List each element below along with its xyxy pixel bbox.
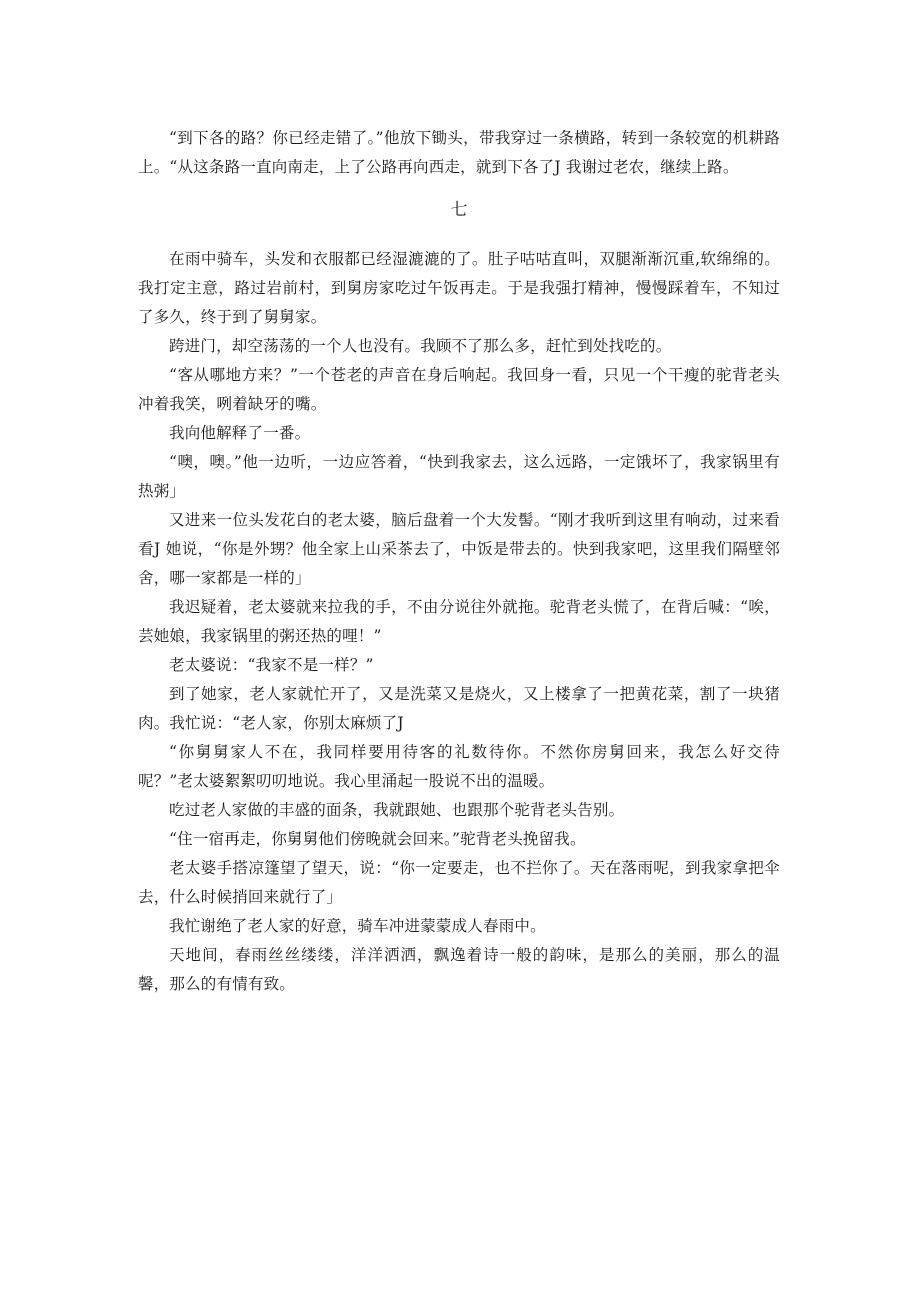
paragraph: “你舅舅家人不在，我同样要用待客的礼数待你。不然你房舅回来，我怎么好交待呢？”老太婆絮絮叨叨地说。我心里涌起一股说不出的温暖。 [138,743,780,790]
paragraph: 老太婆手搭凉篷望了望天，说：“你一定要走，也不拦你了。天在落雨呢，到我家拿把伞去，什么时候捎回来就行了」 [138,859,780,906]
paragraph: 天地间，春雨丝丝缕缕，洋洋洒洒，飘逸着诗一般的韵味，是那么的美丽，那么的温馨，那么的有情有致。 [138,946,780,993]
section-number: 七 [450,200,468,220]
paragraph: 我忙谢绝了老人家的好意，骑车冲进蒙蒙成人春雨中。 [169,917,546,935]
paragraph: 跨进门，却空荡荡的一个人也没有。我顾不了那么多，赶忙到处找吃的。 [169,337,672,355]
paragraph: 到了她家，老人家就忙开了，又是洗菜又是烧火，又上楼拿了一把黄花菜，割了一块猪肉。我忙说：“老人家，你别太麻烦了J [138,685,780,732]
intro-paragraph: “到下各的路？你已经走错了。”他放下锄头，带我穿过一条横路，转到一条较宽的机耕路上。“从这条路一直向南走，上了公路再向西走，就到下各了J 我谢过老农，继续上路。 [138,129,780,176]
paragraph: 在雨中骑车，头发和衣服都已经湿漉漉的了。肚子咕咕直叫，双腿渐渐沉重,软绵绵的。我打定主意，路过岩前村，到舅房家吃过午饭再走。于是我强打精神，慢慢踩着车，不知过了多久，终于到了舅舅家。 [138,250,780,326]
paragraph: “住一宿再走，你舅舅他们傍晚就会回来。”驼背老头挽留我。 [169,830,586,848]
paragraph: 吃过老人家做的丰盛的面条，我就跟她、也跟那个驼背老头告别。 [169,801,625,819]
paragraph: “噢，噢。”他一边听，一边应答着，“快到我家去，这么远路，一定饿坏了，我家锅里有热粥」 [138,453,780,500]
paragraph: 老太婆说：“我家不是一样？” [169,656,374,674]
paragraph: 我迟疑着，老太婆就来拉我的手，不由分说往外就拖。驼背老头慌了，在背后喊：“唉，芸她娘，我家锅里的粥还热的哩！” [138,598,780,645]
paragraph: 我向他解释了一番。 [169,424,311,442]
paragraph: “客从哪地方来？”一个苍老的声音在身后响起。我回身一看，只见一个干瘦的驼背老头冲着我笑，咧着缺牙的嘴。 [138,366,780,413]
document-page [138,124,780,999]
paragraph: 又进来一位头发花白的老太婆，脑后盘着一个大发髻。“刚才我听到这里有响动，过来看看J 她说，“你是外甥？他全家上山采茶去了，中饭是带去的。快到我家吧，这里我们隔壁邻舍，哪一家都是一样的」 [138,511,780,587]
